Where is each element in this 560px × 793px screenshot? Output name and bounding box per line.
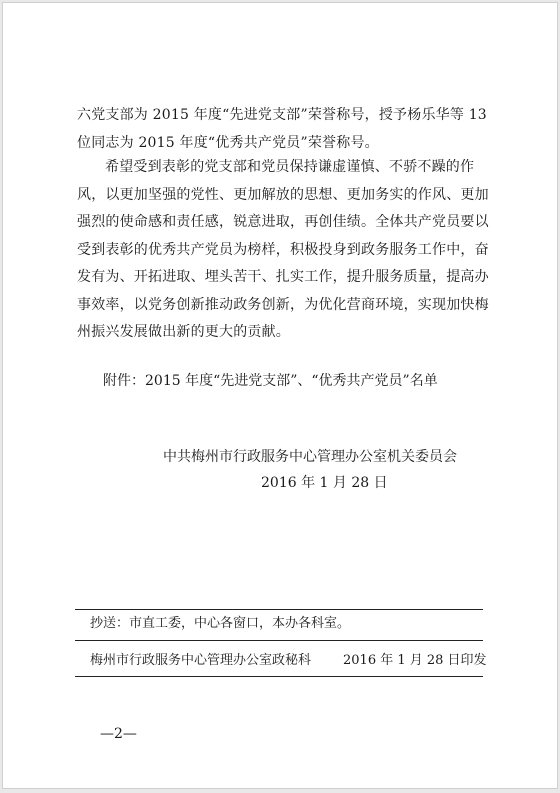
issuer-signature: 中共梅州市行政服务中心管理办公室机关委员会 (163, 449, 457, 465)
footer-bottom-rule (75, 676, 483, 677)
issue-date: 2016 年 1 月 28 日印发 (343, 653, 487, 668)
document-page (2, 2, 558, 789)
body-paragraph-exhortation: 希望受到表彰的党支部和党员保持谦虚谨慎、不骄不躁的作风，以更加坚强的党性、更加解放的思想、更加务实的作风、更加强烈的使命感和责任感，锐意进取，再创佳绩。全体共产党员要以受到表彰的优秀共产党员为榜样，积极投身到政务服务工作中，奋发有为、开拓进取、埋头苦干、扎实工作，提升服务质量，提高办事效率，以党务创新推动政务创新，为优化营商环境，实现加快梅州振兴发展做出新的更大的贡献。 (77, 159, 489, 340)
issuing-office: 梅州市行政服务中心管理办公室政秘科 (90, 653, 312, 668)
page-number: —2— (100, 726, 137, 742)
cc-recipients: 抄送：市直工委，中心各窗口，本办各科室。 (90, 616, 351, 631)
signature-date: 2016 年 1 月 28 日 (261, 475, 388, 491)
attachment-note: 附件：2015 年度“先进党支部”、“优秀共产党员”名单 (103, 373, 438, 389)
footer-top-rule (75, 609, 483, 610)
body-paragraph-continued: 六党支部为 2015 年度“先进党支部”荣誉称号，授予杨乐华等 13 位同志为 2015 年度“优秀共产党员”荣誉称号。 (77, 107, 487, 151)
footer-middle-rule (75, 640, 483, 641)
